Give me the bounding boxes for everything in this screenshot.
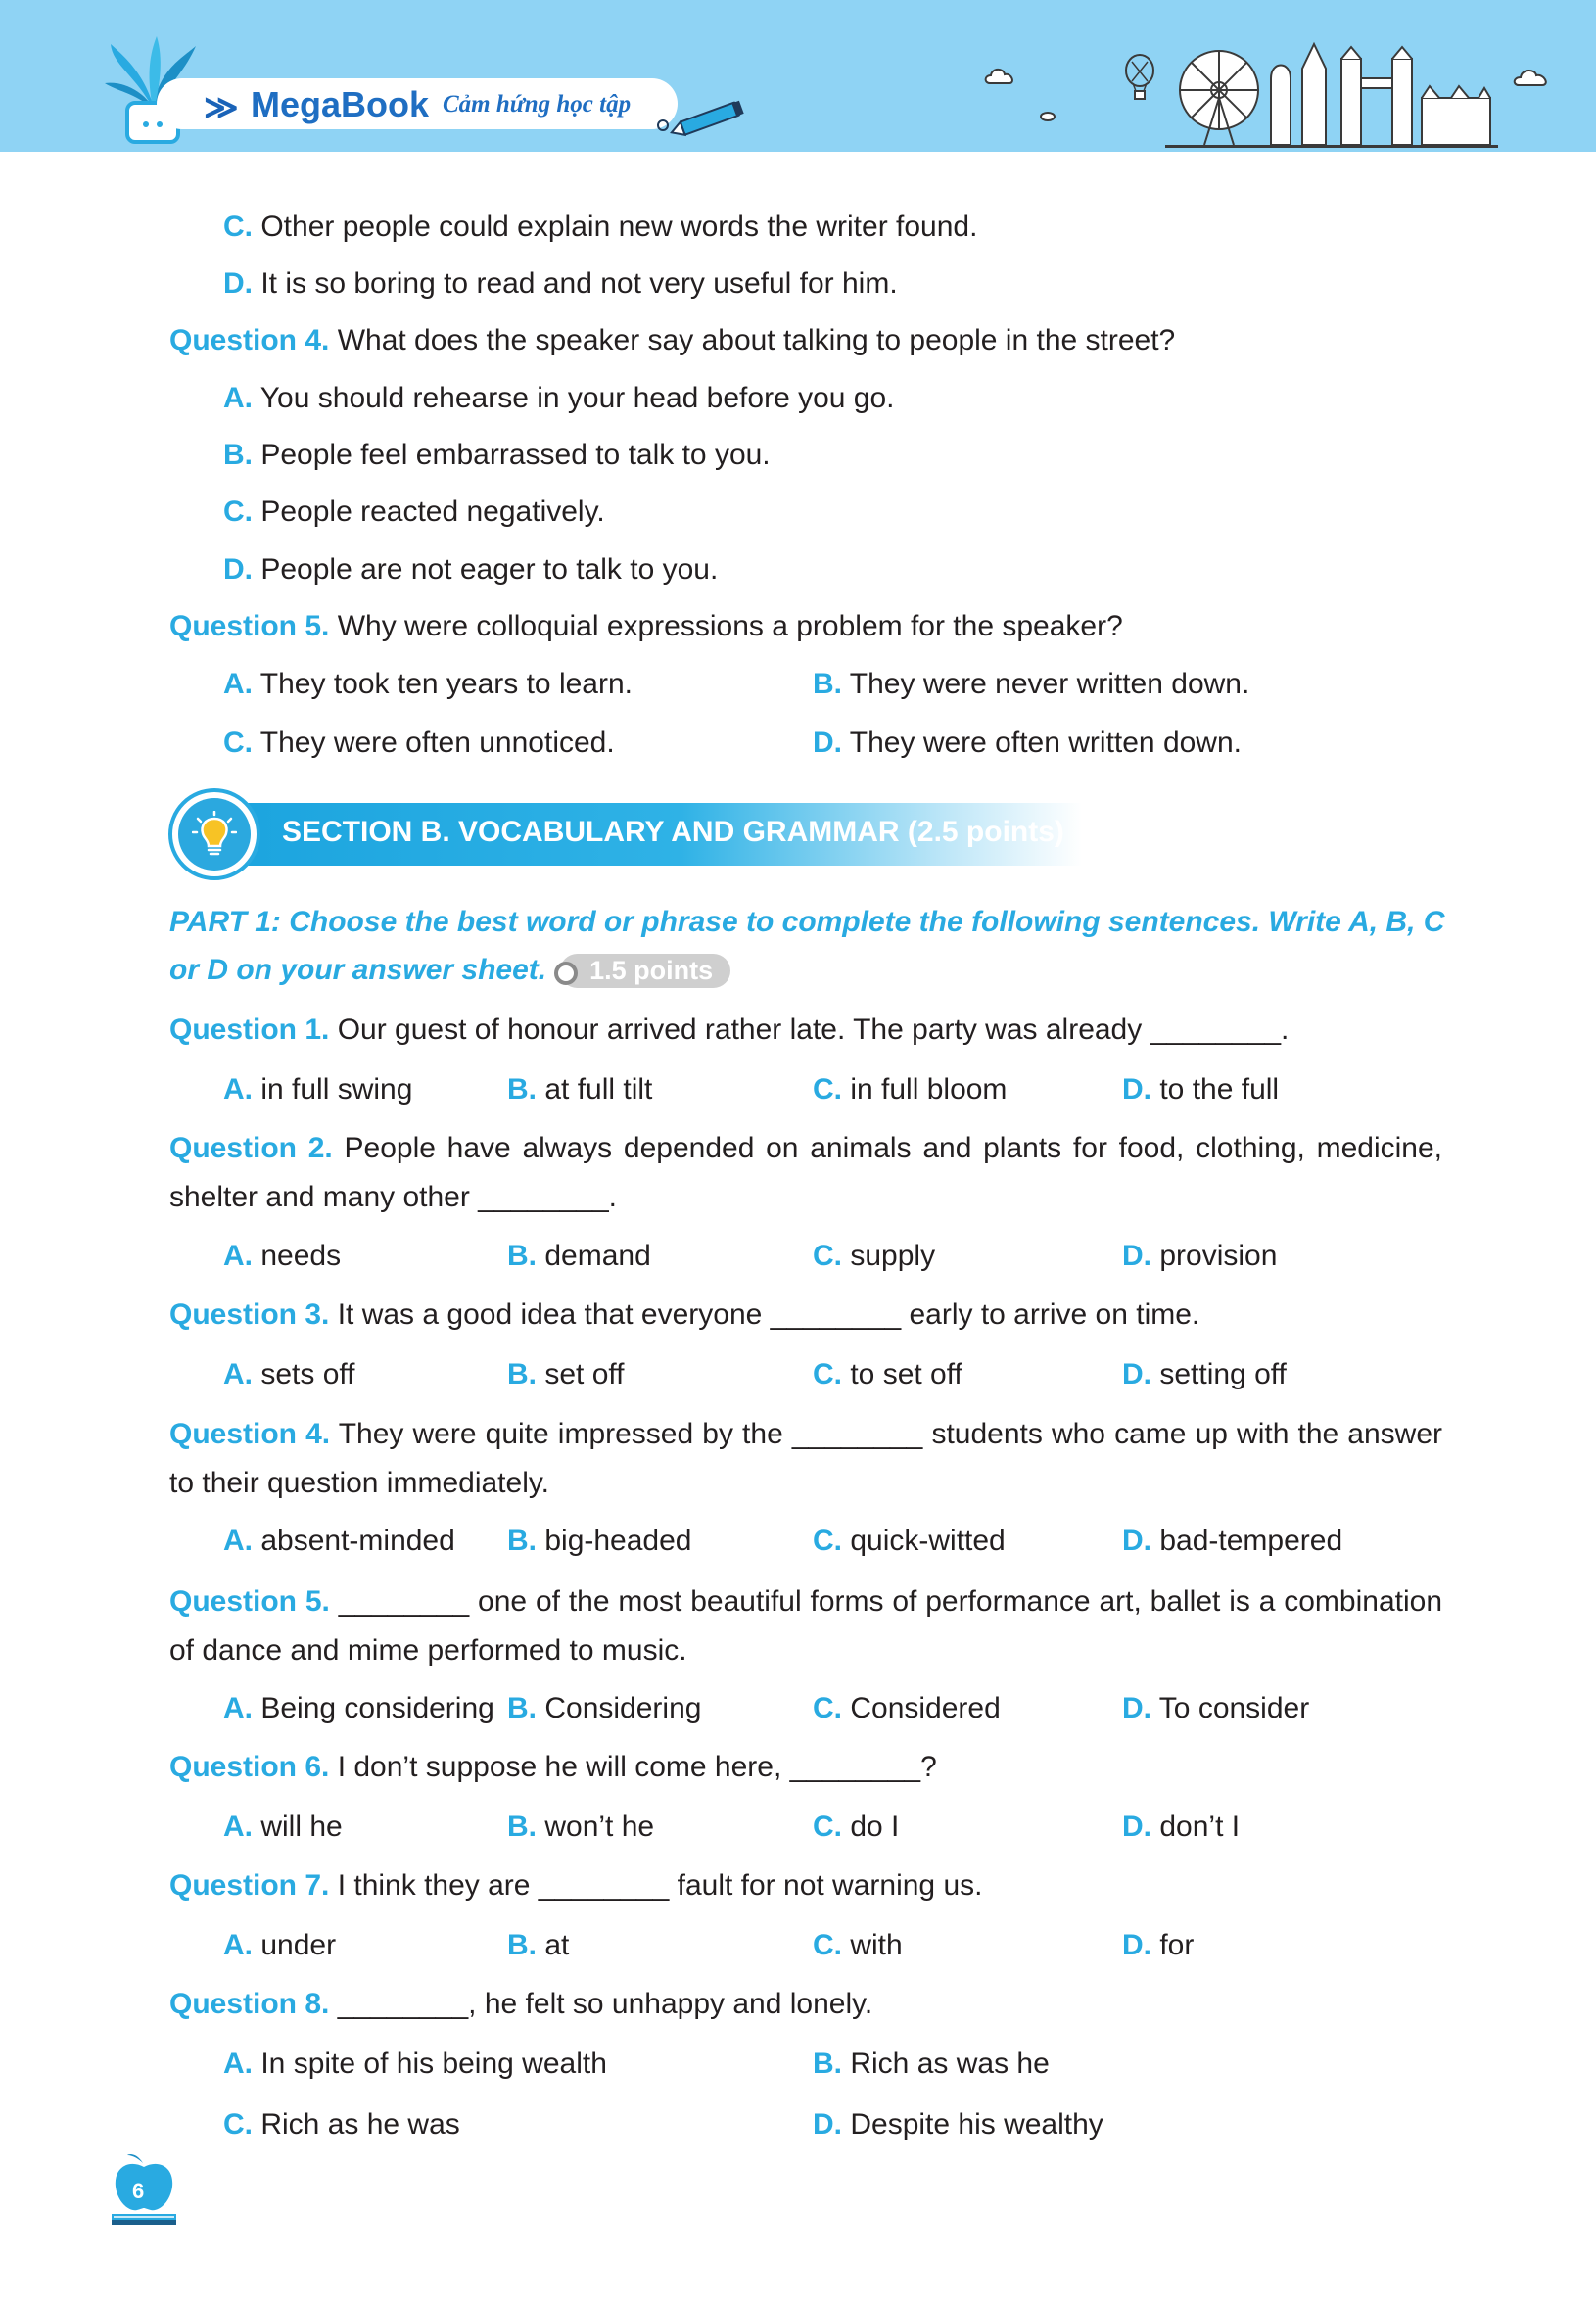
option-line [813,1691,1001,1726]
tagline: Cảm hứng học tập [443,91,632,118]
option-text: People are not eager to talk to you. [260,553,719,586]
question-text: Our guest of honour arrived rather late. The party was already ________. [337,1013,1290,1046]
question-paragraph [169,1124,1442,1222]
option-text: at [544,1929,570,1961]
option-label: D. [1122,1525,1151,1557]
option-label: B. [507,1073,537,1106]
option-label: A. [223,1811,253,1843]
option-text: quick-witted [850,1525,1006,1557]
option-line [223,494,605,530]
option-text: in full bloom [850,1073,1008,1106]
option-label: B. [813,2047,842,2080]
question-line [169,609,1123,644]
page-number: 6 [132,2179,145,2203]
option-line [1122,1524,1342,1559]
option-line [507,1928,569,1963]
logo-mark: ≫ [204,89,236,126]
option-text: set off [544,1358,625,1390]
option-text: supply [850,1240,936,1272]
question-text: It was a good idea that everyone ________ early to arrive on time. [337,1298,1200,1331]
option-label: C. [223,495,253,528]
option-label: C. [813,1929,842,1961]
question-label: Question 2. [169,1132,333,1164]
points-text: 1.5 points [589,956,714,985]
question-text: What does the speaker say about talking to people in the street? [337,324,1176,356]
section-title: SECTION B. VOCABULARY AND GRAMMAR (2.5 points) [282,816,1064,848]
skyline-ground-line [1165,145,1498,148]
question-text: ________, he felt so unhappy and lonely. [337,1988,873,2020]
option-label: B. [507,1692,537,1724]
question-line [169,1868,982,1904]
option-text: People reacted negatively. [260,495,605,528]
option-label: D. [1122,1358,1151,1390]
question-text: I think they are ________ fault for not warning us. [337,1869,983,1902]
question-line [169,1987,872,2022]
question-label: Question 8. [169,1988,330,2020]
option-line [813,726,1242,761]
option-label: B. [507,1929,537,1961]
points-dot [554,962,578,985]
option-text: to set off [850,1358,962,1390]
option-text: big-headed [544,1525,692,1557]
option-text: bad-tempered [1159,1525,1343,1557]
question-label: Question 4. [169,324,330,356]
option-text: absent-minded [260,1525,455,1557]
option-line [223,1524,455,1559]
option-line [223,1239,341,1274]
option-label: B. [813,668,842,700]
option-line [223,2047,607,2082]
option-line [1122,1928,1194,1963]
option-label: A. [223,668,253,700]
option-text: They were often written down. [849,727,1242,759]
logo-text: MegaBook [251,84,430,124]
question-text: They were quite impressed by the ________ students who came up with the answer to their question immediately. [169,1418,1443,1499]
option-line [223,266,898,302]
option-text: People feel embarrassed to talk to you. [260,439,771,471]
option-label: A. [223,1692,253,1724]
option-label: C. [813,1240,842,1272]
option-line [507,1810,654,1845]
option-text: Considered [850,1692,1001,1724]
option-line [223,438,771,473]
part-title-text: or D on your answer sheet. [169,954,547,986]
option-text: They took ten years to learn. [259,668,633,700]
cloud-icon [1038,110,1057,123]
option-text: with [850,1929,903,1961]
option-text: sets off [260,1358,355,1390]
option-line [813,1357,962,1392]
option-label: A. [223,1525,253,1557]
option-line [223,1691,494,1726]
option-text: Being considering [260,1692,494,1724]
cloud-icon [1513,64,1554,89]
option-label: D. [1122,1692,1151,1724]
question-text: I don’t suppose he will come here, ________? [337,1751,937,1783]
london-skyline-icon [1165,39,1498,147]
option-text: They were never written down. [849,668,1250,700]
option-text: will he [260,1811,343,1843]
option-label: D. [813,727,842,759]
option-line [223,726,615,761]
option-text: Considering [544,1692,702,1724]
option-line [223,2107,460,2142]
option-label: C. [813,1073,842,1106]
question-label: Question 5. [169,1585,330,1618]
option-line [507,1524,691,1559]
option-line [1122,1810,1240,1845]
question-line [169,323,1175,358]
question-line [169,1750,937,1785]
option-text: in full swing [260,1073,413,1106]
option-label: A. [223,1358,253,1390]
option-text: Despite his wealthy [850,2108,1103,2141]
question-label: Question 5. [169,610,330,642]
option-text: don’t I [1159,1811,1241,1843]
option-text: setting off [1159,1358,1287,1390]
part-title-line1: PART 1: Choose the best word or phrase to complete the following sentences. Write A, B, C [169,906,1445,938]
option-text: In spite of his being wealth [260,2047,607,2080]
question-line [169,1297,1199,1333]
option-line [223,381,895,416]
option-text: at full tilt [544,1073,653,1106]
option-line [1122,1357,1287,1392]
option-label: C. [223,727,253,759]
question-paragraph [169,1410,1442,1508]
option-label: C. [223,2108,253,2141]
option-line [813,1928,903,1963]
option-label: D. [223,267,253,300]
option-text: provision [1159,1240,1278,1272]
option-line [223,1357,355,1392]
option-line [813,1072,1007,1107]
option-text: You should rehearse in your head before you go. [259,382,895,414]
question-label: Question 1. [169,1013,330,1046]
option-line [507,1357,625,1392]
option-label: D. [1122,1240,1151,1272]
option-label: C. [813,1358,842,1390]
option-line [507,1072,652,1107]
option-label: A. [223,1073,253,1106]
option-label: D. [813,2108,842,2141]
option-text: won’t he [544,1811,655,1843]
option-line [1122,1239,1277,1274]
option-label: B. [507,1525,537,1557]
option-label: B. [507,1358,537,1390]
option-label: C. [813,1525,842,1557]
option-line [813,1239,935,1274]
option-text: To consider [1158,1692,1310,1724]
option-text: under [260,1929,337,1961]
option-text: It is so boring to read and not very useful for him. [260,267,898,300]
option-text: needs [260,1240,342,1272]
option-line [223,1810,343,1845]
option-line [813,667,1249,702]
option-line [507,1691,701,1726]
option-text: to the full [1159,1073,1280,1106]
question-paragraph [169,1577,1442,1675]
question-text: ________ one of the most beautiful forms of performance art, ballet is a combination of dance and mime performed to music. [169,1585,1443,1667]
option-line [223,1072,412,1107]
option-text: for [1159,1929,1195,1961]
question-text: Why were colloquial expressions a problem for the speaker? [337,610,1123,642]
option-line [813,2107,1103,2142]
question-line [169,1012,1289,1048]
option-label: A. [223,1240,253,1272]
option-line [1122,1072,1279,1107]
question-label: Question 3. [169,1298,330,1331]
option-label: B. [507,1240,537,1272]
option-text: They were often unnoticed. [259,727,615,759]
points-badge [560,954,730,988]
option-line [223,210,977,245]
option-line [813,1810,899,1845]
option-label: C. [223,211,253,243]
option-text: do I [850,1811,900,1843]
option-line [507,1239,651,1274]
option-line [813,1524,1006,1559]
option-line [223,552,718,588]
option-text: Other people could explain new words the writer found. [260,211,978,243]
option-label: A. [223,382,253,414]
option-line [223,1928,336,1963]
question-label: Question 4. [169,1418,331,1450]
option-text: Rich as was he [850,2047,1050,2080]
balloon-icon [1122,54,1157,103]
apple-book-icon [108,2149,181,2228]
option-line [223,667,633,702]
option-label: C. [813,1811,842,1843]
page-header [0,0,1596,152]
pencil-icon [651,98,754,137]
question-label: Question 6. [169,1751,330,1783]
question-label: Question 7. [169,1869,330,1902]
lightbulb-icon [192,811,237,860]
option-label: B. [223,439,253,471]
option-label: D. [1122,1929,1151,1961]
option-label: D. [1122,1811,1151,1843]
option-line [1122,1691,1309,1726]
cloud-icon [984,64,1019,87]
option-line [813,2047,1050,2082]
option-label: D. [1122,1073,1151,1106]
option-label: C. [813,1692,842,1724]
option-label: D. [223,553,253,586]
option-text: demand [544,1240,651,1272]
option-label: A. [223,2047,253,2080]
option-label: A. [223,1929,253,1961]
option-label: B. [507,1811,537,1843]
part-title-line2 [169,954,730,988]
question-text: People have always depended on animals and plants for food, clothing, medicine, shelter and many other ________. [169,1132,1443,1213]
option-text: Rich as he was [260,2108,460,2141]
